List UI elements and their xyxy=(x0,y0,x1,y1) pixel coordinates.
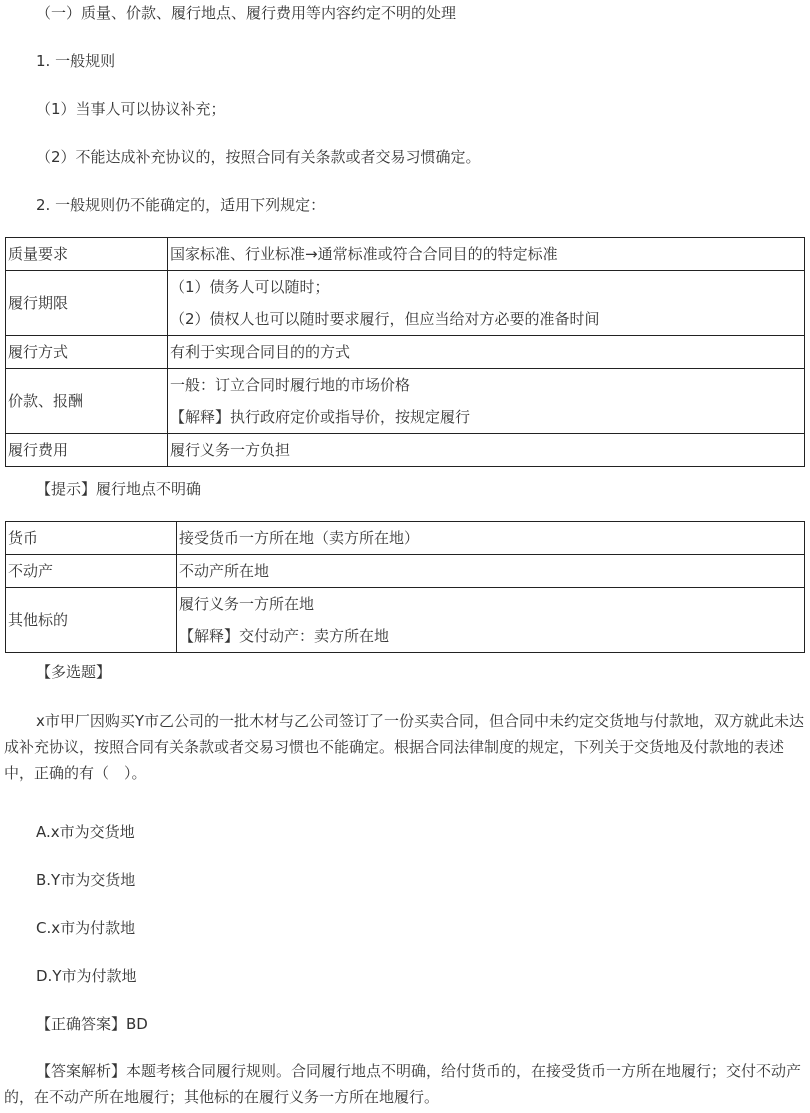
rule-still-title: 2. 一般规则仍不能确定的，适用下列规定： xyxy=(36,196,326,214)
option-c: C.x市为付款地 xyxy=(36,919,136,937)
row-content: 不动产所在地 xyxy=(177,555,805,588)
row-content: 接受货币一方所在地（卖方所在地） xyxy=(177,522,805,555)
section-heading: （一）质量、价款、履行地点、履行费用等内容约定不明的处理 xyxy=(36,4,457,22)
option-a: A.x市为交货地 xyxy=(36,823,135,841)
row-label: 履行方式 xyxy=(6,336,168,369)
row-content xyxy=(168,271,805,336)
table-row xyxy=(6,588,805,653)
answer-analysis: 【答案解析】本题考核合同履行规则。合同履行地点不明确，给付货币的，在接受货币一方所在地履行；交付不动产的，在不动产所在地履行；其他标的在履行义务一方所在地履行。 xyxy=(4,1062,802,1106)
table-row xyxy=(6,238,805,271)
row-content xyxy=(168,369,805,434)
correct-answer: 【正确答案】BD xyxy=(36,1015,148,1033)
rule-1: （1）当事人可以协议补充； xyxy=(36,100,226,118)
row-label: 履行期限 xyxy=(6,271,168,336)
table-row xyxy=(6,555,805,588)
performance-rules-table xyxy=(5,237,805,467)
performance-place-table xyxy=(5,521,805,653)
table-row xyxy=(6,336,805,369)
tip-label: 【提示】履行地点不明确 xyxy=(36,480,202,498)
rule-2: （2）不能达成补充协议的，按照合同有关条款或者交易习惯确定。 xyxy=(36,148,481,166)
row-content xyxy=(177,588,805,653)
row-label: 不动产 xyxy=(6,555,177,588)
content-line: （1）债务人可以随时； xyxy=(170,278,330,296)
row-content: 国家标准、行业标准→通常标准或符合合同目的的特定标准 xyxy=(168,238,805,271)
row-label: 质量要求 xyxy=(6,238,168,271)
row-label: 其他标的 xyxy=(6,588,177,653)
row-content: 履行义务一方负担 xyxy=(168,434,805,467)
content-line: 履行义务一方所在地 xyxy=(179,595,315,613)
table-row xyxy=(6,369,805,434)
row-content: 有利于实现合同目的的方式 xyxy=(168,336,805,369)
question-text: x市甲厂因购买Y市乙公司的一批木材与乙公司签订了一份买卖合同，但合同中未约定交货地与付款地，双方就此未达成补充协议，按照合同有关条款或者交易习惯也不能确定。根据合同法律制度的规定，下列关于交货地及付款地的表述中，正确的有（ ）。 xyxy=(4,712,805,782)
table-row xyxy=(6,434,805,467)
general-rule-title: 1. 一般规则 xyxy=(36,52,116,70)
row-label: 履行费用 xyxy=(6,434,168,467)
content-line: 一般：订立合同时履行地的市场价格 xyxy=(170,376,411,394)
option-b: B.Y市为交货地 xyxy=(36,871,136,889)
question-type-tag: 【多选题】 xyxy=(36,663,112,681)
table-row xyxy=(6,522,805,555)
row-label: 价款、报酬 xyxy=(6,369,168,434)
row-label: 货币 xyxy=(6,522,177,555)
content-line: 【解释】执行政府定价或指导价，按规定履行 xyxy=(170,408,471,426)
table-row xyxy=(6,271,805,336)
content-line: 【解释】交付动产：卖方所在地 xyxy=(179,627,390,645)
option-d: D.Y市为付款地 xyxy=(36,967,137,985)
content-line: （2）债权人也可以随时要求履行，但应当给对方必要的准备时间 xyxy=(170,310,600,328)
